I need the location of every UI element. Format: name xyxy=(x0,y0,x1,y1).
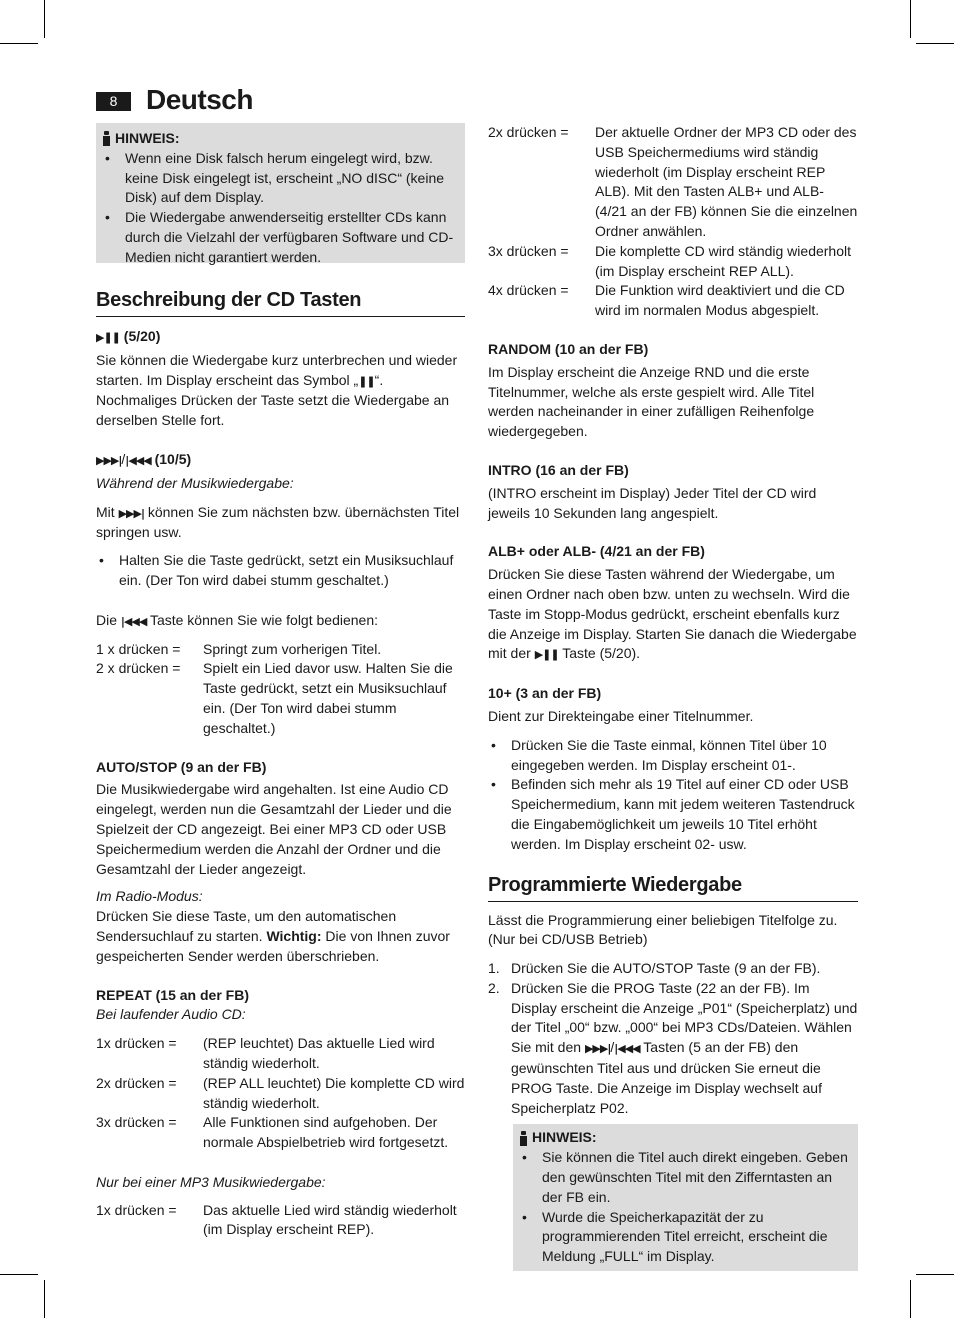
skip-back-icon: |◀◀◀ xyxy=(614,1042,640,1056)
skip-forward-icon: ▶▶▶| xyxy=(118,506,144,520)
ten-plus-heading: 10+ (3 an der FB) xyxy=(488,685,602,702)
ten-plus-list xyxy=(488,736,858,855)
radio-subheading: Im Radio-Modus: xyxy=(96,888,203,905)
skip-back-table xyxy=(96,640,465,739)
list-item: • Wurde die Speicherkapazität der zu programmierenden Titel erreicht, erscheint die Meldung „FULL“ im Display. xyxy=(519,1208,852,1267)
radio-text: Drücken Sie diese Taste, um den automatischen Sendersuchlauf zu starten. Wichtig: Die von Ihnen zuvor gespeicherten Sender werden überschrieben. xyxy=(96,908,450,964)
list-item: • Sie können die Titel auch direkt eingeben. Geben den gewünschten Titel mit den Zifferntasten an der FB ein. xyxy=(519,1148,852,1207)
table-row: 1x drücken = Das aktuelle Lied wird ständig wiederholt (im Display erscheint REP). xyxy=(96,1201,457,1238)
skip-forward-icon: ▶▶▶| xyxy=(96,453,122,467)
skip-text: Mit ▶▶▶| können Sie zum nächsten bzw. übernächsten Titel springen usw. xyxy=(96,503,460,541)
play-pause-heading: ▶❚❚ (5/20) xyxy=(96,328,161,344)
skip-heading: ▶▶▶|/|◀◀◀ (10/5) xyxy=(96,450,192,467)
prog-steps xyxy=(488,959,858,1118)
intro-text: (INTRO erscheint im Display) Jeder Titel der CD wird jeweils 10 Sekunden lang angespielt. xyxy=(488,484,817,521)
repeat-heading: REPEAT (15 an der FB) xyxy=(96,986,249,1003)
skip-back-icon: |◀◀◀ xyxy=(120,614,147,628)
section-title: Programmierte Wiedergabe xyxy=(488,873,858,902)
play-pause-icon: ▶❚❚ xyxy=(96,331,120,344)
table-row: 4x drücken = Die Funktion wird deaktiviert und die CD wird im normalen Modus abgespielt. xyxy=(488,282,845,319)
table-row: 1x drücken = (REP leuchtet) Das aktuelle Lied wird ständig wiederholt. xyxy=(96,1035,435,1071)
mp3-repeat-table-cont xyxy=(488,123,858,321)
list-item: 1. Drücken Sie die AUTO/STOP Taste (9 an der FB). xyxy=(488,960,821,977)
table-row: 2x drücken = (REP ALL leuchtet) Die komplette CD wird ständig wiederholt. xyxy=(96,1074,465,1111)
skip-list xyxy=(96,551,465,591)
ten-plus-text: Dient zur Direkteingabe einer Titelnummer. xyxy=(488,707,754,724)
crop-mark xyxy=(910,1280,911,1318)
intro-heading: INTRO (16 an der FB) xyxy=(488,461,629,478)
play-pause-text: Sie können die Wiedergabe kurz unterbrechen und wieder starten. Im Display erscheint das Symbol „❚❚“. Nochmaliges Drücken der Taste setzt die Wiedergabe an derselben Stelle fort. xyxy=(96,351,458,429)
alb-text: Drücken Sie diese Tasten während der Wiedergabe, um einen Ordner nach oben bzw. unten zu wechseln. Wird die Taste im Stopp-Modus gedrückt, erscheint ebenfalls kurz die Anzeige im Display. Starten Sie danach die Wiedergabe mit der ▶❚❚ Taste (5/20). xyxy=(488,566,857,662)
list-item: • Drücken Sie die Taste einmal, können Titel über 10 eingegeben werden. Im Display erscheint 01-. xyxy=(488,736,858,776)
random-text: Im Display erscheint die Anzeige RND und die erste Titelnummer, welche als erste gespielt wird. Alle Titel werden nacheinander in einer zufälligen Reihenfolge wiedergegeben. xyxy=(488,363,815,440)
table-row: 2 x drücken = Spielt ein Lied davor usw. Halten Sie die Taste gedrückt, setzt ein Musiksuchlauf ein. (Der Ton wird dabei stumm geschaltet.) xyxy=(96,660,453,736)
table-row: 3x drücken = Die komplette CD wird ständig wiederholt (im Display erscheint REP ALL). xyxy=(488,242,851,279)
mp3-repeat-table xyxy=(96,1201,465,1241)
note-box xyxy=(96,123,465,263)
mp3-subheading: Nur bei einer MP3 Musikwiedergabe: xyxy=(96,1173,326,1190)
page-title: Deutsch xyxy=(146,84,253,115)
note-title-text: HINWEIS: xyxy=(532,1129,597,1146)
crop-mark xyxy=(916,43,954,44)
list-item: • Befinden sich mehr als 19 Titel auf einer CD oder USB Speichermedium, kann mit jedem weiteren Tastendruck die Eingabemöglichkeit um jeweils 10 Titel erhöht werden. Im Display erscheint 02- usw. xyxy=(488,775,858,854)
repeat-subheading: Bei laufender Audio CD: xyxy=(96,1006,246,1023)
random-heading: RANDOM (10 an der FB) xyxy=(488,340,649,357)
crop-mark xyxy=(0,1274,38,1275)
note-list xyxy=(102,149,459,268)
crop-mark xyxy=(0,43,38,44)
note-title xyxy=(102,129,459,149)
left-column xyxy=(96,123,465,1240)
play-pause-icon: ▶❚❚ xyxy=(534,648,559,662)
crop-mark xyxy=(44,0,45,38)
page-number: 8 xyxy=(96,92,131,111)
skip-back-text: Die |◀◀◀ Taste können Sie wie folgt bedienen: xyxy=(96,611,378,628)
skip-back-icon: |◀◀◀ xyxy=(125,453,151,467)
crop-mark xyxy=(916,1274,954,1275)
note-box xyxy=(513,1124,858,1271)
autostop-text: Die Musikwiedergabe wird angehalten. Ist eine Audio CD eingelegt, werden nun die Gesamtzahl der Lieder und die Spielzeit der CD angezeigt. Bei einer MP3 CD oder USB Speichermedium werden die Anzahl der Ordner und die Gesamtzahl der Lieder angezeigt. xyxy=(96,781,452,877)
note-title-text: HINWEIS: xyxy=(115,130,180,146)
alb-heading: ALB+ oder ALB- (4/21 an der FB) xyxy=(488,543,705,560)
table-row: 2x drücken = Der aktuelle Ordner der MP3 CD oder des USB Speichermediums wird ständig wiederholt (im Display erscheint REP ALB). Mit den Tasten ALB+ und ALB- (4/21 an der FB) können Sie die einzelnen Ordner anwählen. xyxy=(488,124,858,239)
crop-mark xyxy=(910,0,911,38)
right-column xyxy=(488,123,858,1271)
pause-icon: ❚❚ xyxy=(358,374,375,388)
crop-mark xyxy=(44,1280,45,1318)
list-item: 2. Drücken Sie die PROG Taste (22 an der FB). Im Display erscheint die Anzeige „P01“ (Speicherplatz) und der Titel „00“ bzw. „000“ bei MP3 CDs/Dateien. Wählen Sie mit den ▶▶▶|/|◀◀◀ Tasten (5 an der FB) den gewünschten Titel aus und drücken Sie erneut die PROG Taste. Die Anzeige im Display wechselt auf Speicherplatz P02. xyxy=(488,979,858,1116)
list-item: • Halten Sie die Taste gedrückt, setzt ein Musiksuchlauf ein. (Der Ton wird dabei stumm geschaltet.) xyxy=(96,551,465,591)
list-item: • Wenn eine Disk falsch herum eingelegt wird, bzw. keine Disk eingelegt ist, erscheint „NO dISC“ (keine Disk) auf dem Display. xyxy=(102,149,459,208)
table-row: 3x drücken = Alle Funktionen sind aufgehoben. Der normale Abspielbetrieb wird fortgesetzt. xyxy=(96,1114,449,1151)
note-title xyxy=(519,1128,852,1148)
note-list xyxy=(519,1148,852,1267)
info-icon xyxy=(102,131,111,146)
autostop-heading: AUTO/STOP (9 an der FB) xyxy=(96,758,267,775)
section-title: Beschreibung der CD Tasten xyxy=(96,288,465,317)
repeat-table xyxy=(96,1034,465,1153)
table-row: 1 x drücken = Springt zum vorherigen Titel. xyxy=(96,640,382,657)
list-item: • Die Wiedergabe anwenderseitig erstellter CDs kann durch die Vielzahl der verfügbaren Software und CD-Medien nicht garantiert werden. xyxy=(102,208,459,267)
skip-forward-icon: ▶▶▶| xyxy=(584,1042,611,1056)
skip-subheading: Während der Musikwiedergabe: xyxy=(96,474,294,491)
info-icon xyxy=(519,1131,528,1146)
prog-intro: Lässt die Programmierung einer beliebigen Titelfolge zu. (Nur bei CD/USB Betrieb) xyxy=(488,911,838,948)
